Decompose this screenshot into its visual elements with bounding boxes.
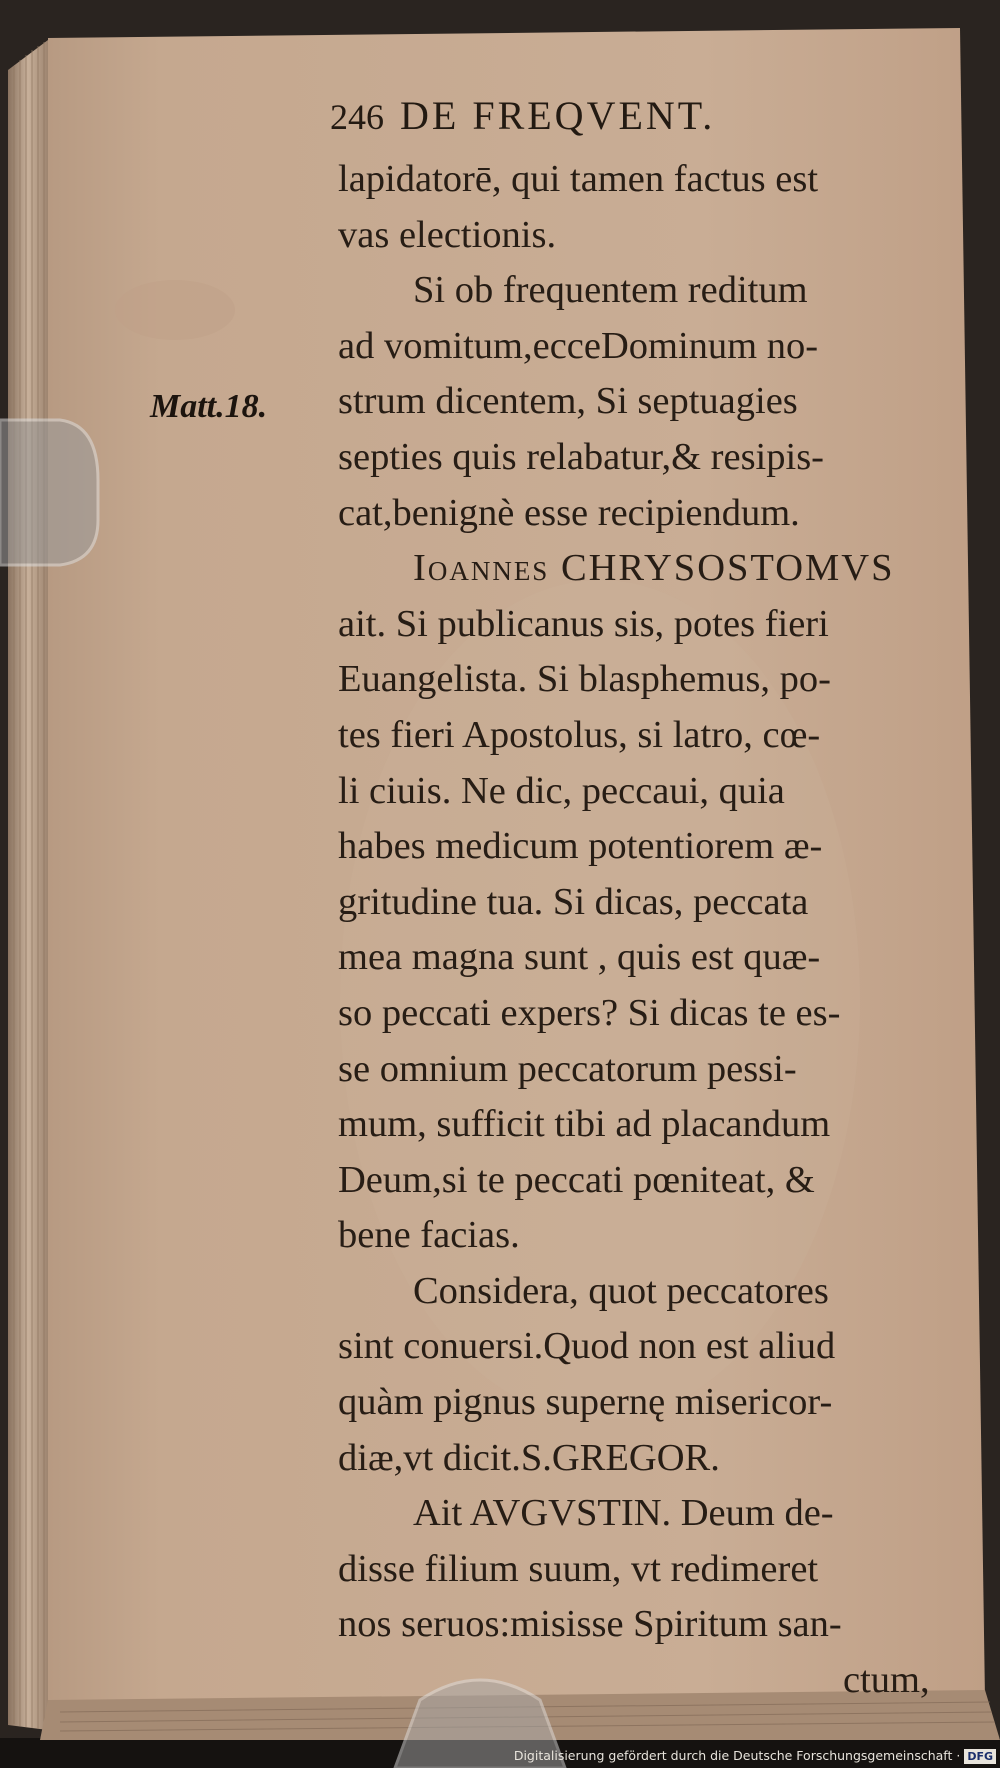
credit-text: Digitalisierung gefördert durch die Deutsche Forschungsgemeinschaft · <box>513 1748 961 1763</box>
text-line: Si ob frequentem reditum <box>413 269 808 312</box>
marginal-citation: Matt.18. <box>150 388 268 425</box>
text-line: Ioannes CHRYSOSTOMVS <box>413 547 895 590</box>
page-number: 246 <box>330 97 384 137</box>
text-line: diæ,vt dicit.S.GREGOR. <box>338 1436 720 1479</box>
text-line: quàm pignus supernę misericor- <box>338 1381 833 1424</box>
text-line: tes fieri Apostolus, si latro, cœ- <box>338 713 821 756</box>
text-line: habes medicum potentiorem æ- <box>338 825 823 868</box>
text-line: se omnium peccatorum pessi- <box>338 1047 797 1090</box>
text-line: cat,benignè esse recipiendum. <box>338 491 800 534</box>
text-line: Euangelista. Si blasphemus, po- <box>338 658 831 701</box>
text-line: so peccati expers? Si dicas te es- <box>338 991 841 1034</box>
text-line: disse filium suum, vt redimeret <box>338 1547 819 1590</box>
catchword: ctum, <box>843 1659 930 1702</box>
text-line: vas electionis. <box>338 213 557 256</box>
text-line: septies quis relabatur,& resipis- <box>338 435 825 478</box>
text-line: Ait AVGVSTIN. Deum de- <box>413 1492 834 1535</box>
text-line: ad vomitum,ecceDominum no- <box>338 324 819 367</box>
text-line: nos seruos:misisse Spiritum san- <box>338 1603 842 1646</box>
text-line: lapidatorē, qui tamen factus est <box>338 158 819 200</box>
running-head <box>330 92 715 139</box>
digitization-credit <box>0 1748 1000 1764</box>
running-title: DE FREQVENT. <box>400 93 716 138</box>
text-line: bene facias. <box>338 1214 520 1257</box>
text-line: gritudine tua. Si dicas, peccata <box>338 880 809 923</box>
text-line: ait. Si publicanus sis, potes fieri <box>338 602 829 645</box>
text-line: sint conuersi.Quod non est aliud <box>338 1325 836 1368</box>
text-line: li ciuis. Ne dic, peccaui, quia <box>338 769 785 812</box>
text-line: Deum,si te peccati pœniteat, & <box>338 1158 815 1201</box>
text-line: Considera, quot peccatores <box>413 1269 829 1312</box>
text-line: mea magna sunt , quis est quæ- <box>338 936 821 979</box>
page-body <box>338 152 958 1709</box>
text-line: mum, sufficit tibi ad placandum <box>338 1103 831 1146</box>
dfg-logo: DFG <box>964 1749 996 1764</box>
text-line: strum dicentem, Si septuagies <box>338 380 798 423</box>
